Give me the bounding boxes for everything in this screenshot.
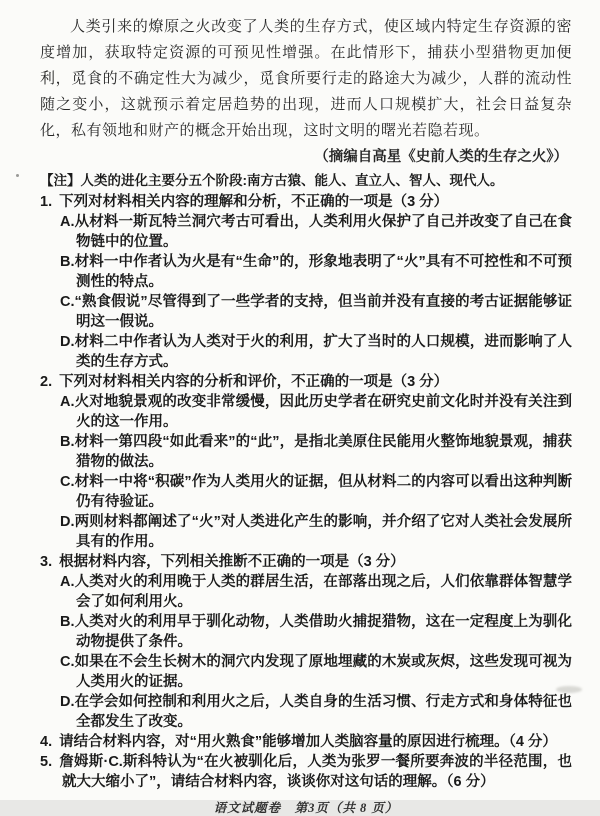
option-label: D. (60, 334, 75, 350)
option-row (40, 212, 572, 252)
option-label: A. (60, 574, 75, 590)
question-1 (40, 192, 572, 372)
question-number: 3. (40, 554, 53, 570)
option-label: C. (60, 654, 75, 670)
intro-paragraph: 人类引来的燎原之火改变了人类的生存方式，使区域内特定生存资源的密度增加，获取特定资源的可预见性增强。在此情形下，捕获小型猎物更加便利，觅食的不确定性大为减少，觅食所要行走的路途大为减少，人群的流动性随之变小，这就预示着定居趋势的出现，进而人口规模扩大，社会日益复杂化，私有领地和财产的概念开始出现，这时文明的曙光若隐若现。 (40, 19, 572, 139)
option-text: 两则材料都阐述了“火”对人类进化产生的影响，并介绍了它对人类社会发展所具有的作用。 (74, 514, 572, 550)
question-4 (40, 732, 572, 752)
source-citation: （摘编自高星《史前人类的生存之火》） (314, 149, 568, 165)
option-label: B. (60, 614, 75, 630)
option-text: 人类对火的利用早于驯化动物，人类借助火捕捉猎物，这在一定程度上为驯化动物提供了条件。 (74, 614, 572, 650)
option-row (40, 292, 572, 332)
question-stem (40, 372, 572, 392)
question-number: 4. (40, 734, 53, 750)
option-label: B. (60, 254, 75, 270)
option-label: B. (60, 434, 75, 450)
option-label: C. (60, 294, 75, 310)
question-5 (40, 752, 572, 792)
option-text: 材料二中作者认为人类对于火的利用，扩大了当时的人口规模，进而影响了人类的生存方式。 (74, 334, 572, 370)
question-2 (40, 372, 572, 552)
option-text: 从材料一斯瓦特兰洞穴考古可看出，人类利用火保护了自己并改变了自己在食物链中的位置。 (74, 214, 572, 250)
question-number: 2. (40, 374, 53, 390)
option-text: 材料一第四段“如此看来”的“此”，是指北美原住民能用火整饰地貌景观，捕获猎物的做法。 (74, 434, 572, 470)
option-row (40, 392, 572, 432)
question-stem (40, 732, 572, 752)
option-label: D. (60, 514, 75, 530)
option-text: 火对地貌景观的改变非常缓慢，因此历史学者在研究史前文化时并没有关注到火的这一作用。 (74, 394, 572, 430)
scan-smudge-artifact (556, 686, 582, 693)
question-stem (40, 752, 572, 792)
option-row (40, 472, 572, 512)
question-stem-text: 下列对材料相关内容的分析和评价，不正确的一项是（3 分） (59, 374, 449, 390)
question-stem-text: 詹姆斯·C.斯科特认为“在火被驯化后，人类为张罗一餐所要奔波的半径范围，也就大大缩小了”，请结合材料内容，谈谈你对这句话的理解。（6 分） (59, 754, 572, 790)
option-text: “熟食假说”尽管得到了一些学者的支持，但当前并没有直接的考古证据能够证明这一假说。 (74, 294, 572, 330)
option-label: C. (60, 474, 75, 490)
question-stem-text: 下列对材料相关内容的理解和分析，不正确的一项是（3 分） (59, 194, 449, 210)
option-text: 材料一中作者认为火是有“生命”的，形象地表明了“火”具有不可控性和不可预测性的特点。 (74, 254, 572, 290)
question-number: 1. (40, 194, 53, 210)
option-row (40, 572, 572, 612)
option-text: 人类对火的利用晚于人类的群居生活，在部落出现之后，人们依靠群体智慧学会了如何利用火。 (74, 574, 572, 610)
question-number: 5. (40, 754, 53, 770)
option-row (40, 512, 572, 552)
option-label: A. (60, 214, 75, 230)
scan-speck-artifact (16, 174, 19, 177)
page-footer: 语文试题卷 第3页（共 8 页） (213, 801, 399, 815)
option-row (40, 612, 572, 652)
note-line: 【注】人类的进化主要分五个阶段:南方古猿、能人、直立人、智人、现代人。 (40, 173, 504, 188)
question-stem (40, 552, 572, 572)
option-row (40, 432, 572, 472)
option-label: D. (60, 694, 75, 710)
option-label: A. (60, 394, 75, 410)
question-stem-text: 请结合材料内容，对“用火熟食”能够增加人类脑容量的原因进行梳理。（4 分） (59, 734, 557, 750)
option-row (40, 252, 572, 292)
option-row (40, 692, 572, 732)
option-text: 如果在不会生长树木的洞穴内发现了原地埋藏的木炭或灰烬，这些发现可视为人类用火的证据。 (74, 654, 572, 690)
option-text: 材料一中将“积碳”作为人类用火的证据，但从材料二的内容可以看出这种判断仍有待验证。 (74, 474, 572, 510)
option-row (40, 332, 572, 372)
question-3 (40, 552, 572, 732)
option-text: 在学会如何控制和利用火之后，人类自身的生活习惯、行走方式和身体特征也全都发生了改变。 (74, 694, 572, 730)
question-stem-text: 根据材料内容，下列相关推断不正确的一项是（3 分） (59, 554, 405, 570)
option-row (40, 652, 572, 692)
question-stem (40, 192, 572, 212)
